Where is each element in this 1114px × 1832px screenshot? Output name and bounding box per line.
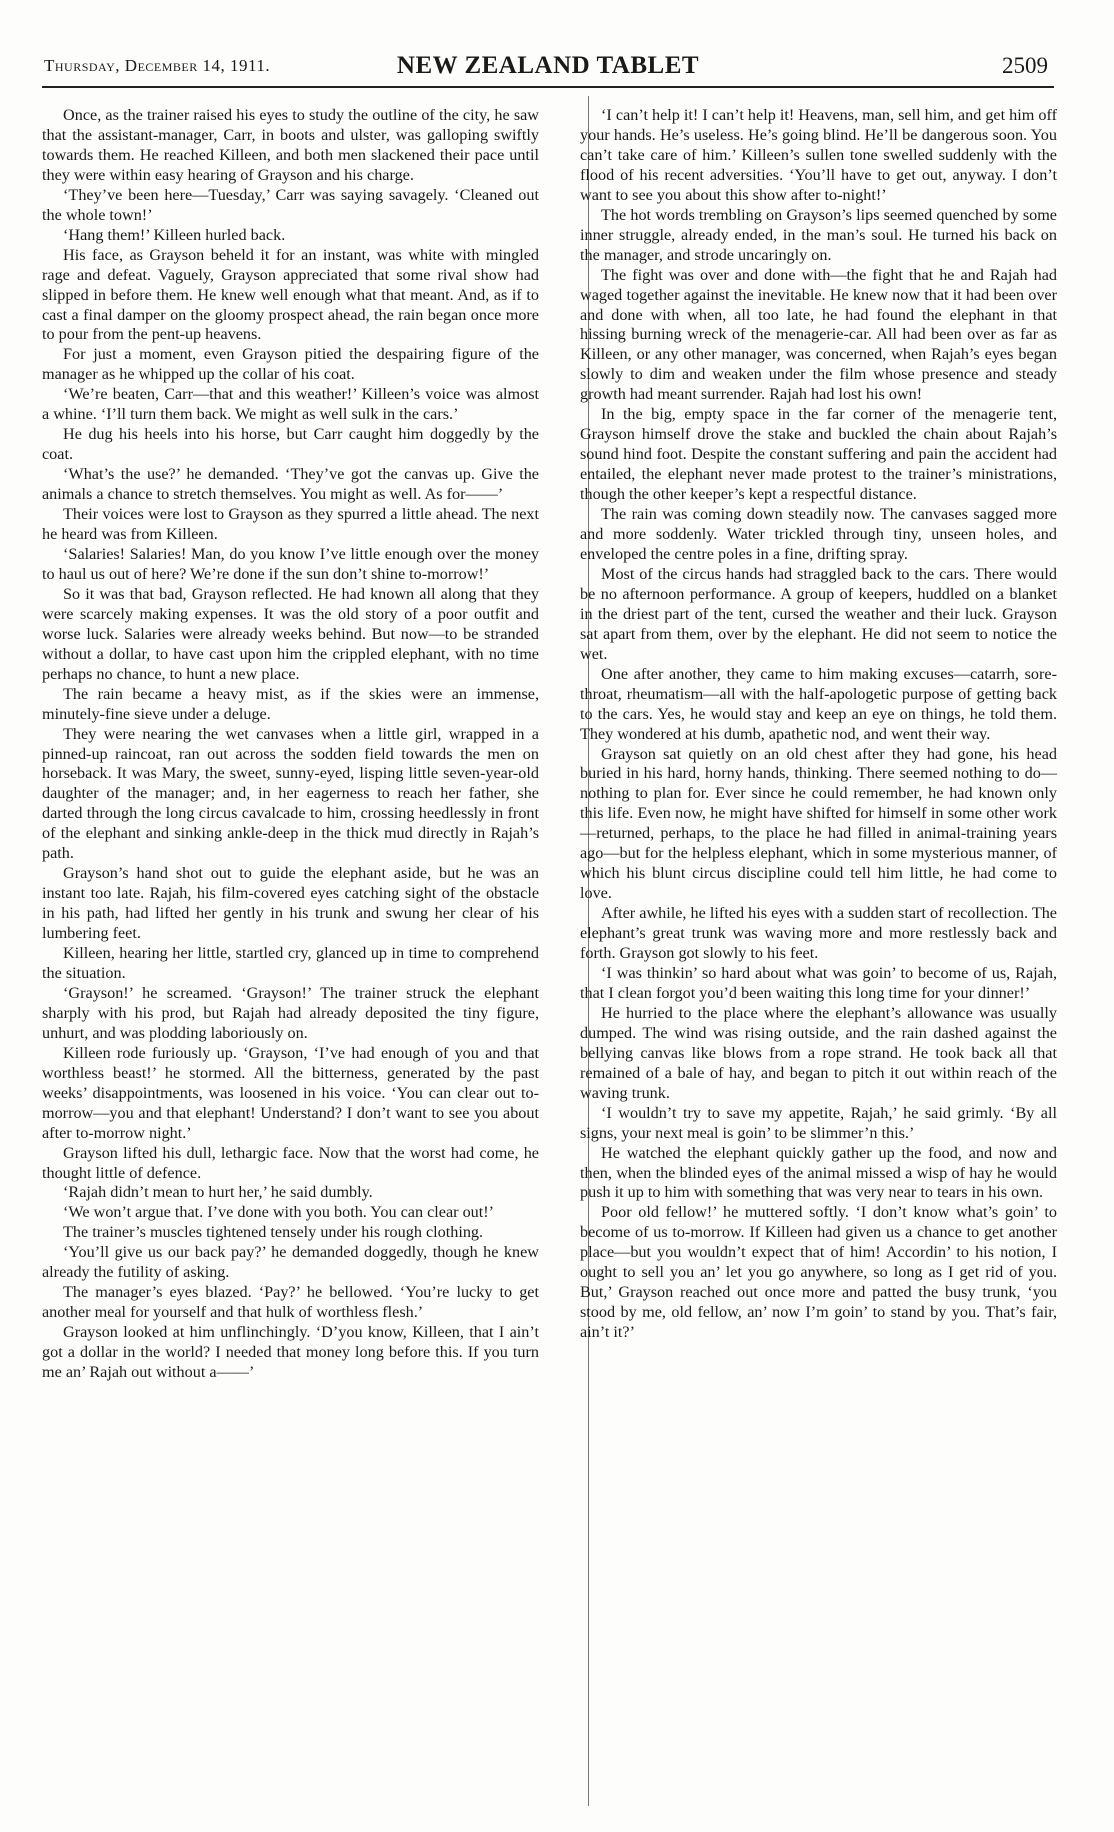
paragraph: Once, as the trainer raised his eyes to study the outline of the city, he saw that the assistant-manager, Carr, in boots and ulster, was galloping swiftly towards them. He reached Killeen, and both men slackened their pace until they were within easy hearing of Grayson and his charge. [42, 106, 539, 184]
paragraph: ‘Salaries! Salaries! Man, do you know I’ve little enough over the money to haul us out of here? We’re done if the sun don’t shine to-morrow!’ [42, 544, 539, 583]
paragraph: ‘Rajah didn’t mean to hurt her,’ he said dumbly. [63, 1183, 373, 1202]
paragraph: The trainer’s muscles tightened tensely under his rough clothing. [63, 1223, 484, 1242]
paragraph: The manager’s eyes blazed. ‘Pay?’ he bellowed. ‘You’re lucky to get another meal for yourself and that hulk of worthless flesh.’ [42, 1283, 539, 1322]
paragraph: Their voices were lost to Grayson as they spurred a little ahead. The next he heard was from Killeen. [42, 505, 539, 544]
paragraph: After awhile, he lifted his eyes with a sudden start of recollection. The elephant’s great trunk was waving more and more restlessly back and forth. Grayson got slowly to his feet. [580, 904, 1057, 963]
paragraph: Poor old fellow!’ he muttered softly. ‘I don’t know what’s goin’ to become of us to-morrow. If Killeen had given us a chance to get another place—but you wouldn’t expect that of him! Accordin’ to his notion, I ought to sell you an’ let you go anywhere, so long as I get rid of you. But,’ Grayson reached out once more and patted the busy trunk, ‘you stood by me, old fellow, an’ now I’m goin’ to stand by you. That’s fair, ain’t it?’ [580, 1203, 1057, 1342]
paragraph: His face, as Grayson beheld it for an instant, was white with mingled rage and defeat. Vaguely, Grayson appreciated that some rival show had slipped in before them. He knew well enough what that meant. And, as if to cast a final damper on the gloomy prospect ahead, the rain began once more to pour from the pent-up heavens. [42, 245, 539, 344]
paragraph: He dug his heels into his horse, but Carr caught him doggedly by the coat. [42, 425, 539, 464]
paragraph: Most of the circus hands had straggled back to the cars. There would be no afternoon performance. A group of keepers, huddled on a blanket in the driest part of the tent, cursed the weather and their luck. Grayson sat apart from them, over by the elephant. He did not seem to notice the wet. [580, 564, 1057, 663]
paragraph: The rain was coming down steadily now. The canvases sagged more and more soddenly. Water trickled through tiny, unseen holes, and enveloped the centre poles in a fine, drifting spray. [580, 505, 1057, 563]
paragraph: For just a moment, even Grayson pitied the despairing figure of the manager as he whipped up the collar of his coat. [42, 345, 539, 384]
paragraph: He hurried to the place where the elephant’s allowance was usually dumped. The wind was rising outside, and the rain dashed against the bellying canvas like blows from a rope strand. He took back all that remained of a bale of hay, and began to pitch it out within reach of the waving trunk. [580, 1003, 1057, 1102]
paragraph: Killeen rode furiously up. ‘Grayson, ‘I’ve had enough of you and that worthless beast!’ he stormed. All the bitterness, generated by the past weeks’ disappointments, was loosened in his voice. ‘You can clear out to-morrow—you and that elephant! Understand? I don’t want to see you about after to-morrow night.’ [42, 1043, 539, 1142]
page-header [42, 52, 1054, 88]
paragraph: The fight was over and done with—the fight that he and Rajah had waged together against the inevitable. He knew now that it had been over and done with when, all too late, he had found the elephant in that hissing burning wreck of the menagerie-car. All had been over as far as Killeen, or any other manager, was concerned, when Rajah’s eyes began slowly to dim and weaken under the film whose presence and steady growth had meant surrender. Rajah had lost his own! [580, 265, 1057, 404]
page-number: 2509 [1002, 53, 1048, 78]
paragraph: Grayson sat quietly on an old chest after they had gone, his head buried in his hard, horny hands, thinking. There seemed nothing to do—nothing to plan for. Ever since he could remember, he had known only this life. Even now, he might have shifted for himself in some other work—returned, perhaps, to the place he had filled in animal-training years ago—but for the helpless elephant, which in some mysterious manner, of which his blunt circus discipline could tell him little, he had come to love. [580, 744, 1057, 903]
masthead-title: NEW ZEALAND TABLET [396, 52, 700, 79]
paragraph: Grayson’s hand shot out to guide the elephant aside, but he was an instant too late. Rajah, his film-covered eyes catching sight of the obstacle in his path, had lifted her gently in his trunk and swung her clear of his lumbering feet. [42, 864, 539, 943]
paragraph: One after another, they came to him making excuses—catarrh, sore-throat, rheumatism—all with the half-apologetic purpose of getting back to the cars. Yes, he would stay and keep an eye on things, he told them. They wondered at his dumb, apathetic nod, and went their way. [580, 664, 1057, 743]
paragraph: Grayson looked at him unflinchingly. ‘D’you know, Killeen, that I ain’t got a dollar in the world? I needed that money long before this. If you turn me an’ Rajah out without a——’ [42, 1323, 539, 1382]
paragraph: ‘Hang them!’ Killeen hurled back. [63, 225, 286, 244]
paragraph: Grayson lifted his dull, lethargic face. Now that the worst had come, he thought little of defence. [42, 1143, 539, 1182]
paragraph: ‘They’ve been here—Tuesday,’ Carr was saying savagely. ‘Cleaned out the whole town!’ [42, 185, 539, 224]
header-date: Thursday, December 14, 1911. [44, 56, 271, 75]
paragraph: ‘What’s the use?’ he demanded. ‘They’ve got the canvas up. Give the animals a chance to stretch themselves. You might as well. As for——’ [42, 465, 539, 504]
paragraph: ‘Grayson!’ he screamed. ‘Grayson!’ The trainer struck the elephant sharply with his prod, but Rajah had already deposited the tiny figure, unhurt, and was plodding laboriously on. [42, 983, 539, 1042]
left-column [42, 106, 539, 1383]
paragraph: ‘We’re beaten, Carr—that and this weather!’ Killeen’s voice was almost a whine. ‘I’ll turn them back. We might as well sulk in the cars.’ [42, 385, 539, 424]
paragraph: ‘I wouldn’t try to save my appetite, Rajah,’ he said grimly. ‘By all signs, your next meal is goin’ to be slimmer’n this.’ [580, 1103, 1057, 1142]
paragraph: ‘We won’t argue that. I’ve done with you both. You can clear out!’ [63, 1203, 495, 1222]
paragraph: The hot words trembling on Grayson’s lips seemed quenched by some inner struggle, already ended, in the man’s soul. He turned his back on the manager, and strode uncaringly on. [580, 205, 1057, 264]
paragraph: ‘I was thinkin’ so hard about what was goin’ to become of us, Rajah, that I clean forgot you’d been waiting this long time for your dinner!’ [580, 963, 1057, 1002]
right-column [580, 106, 1057, 1343]
paragraph: ‘I can’t help it! I can’t help it! Heavens, man, sell him, and get him off your hands. He’s useless. He’s going blind. He’ll be dangerous soon. You can’t take care of him.’ Killeen’s sullen tone swelled suddenly with the flood of his recent adversities. ‘You’ll have to get out, anyway. I don’t want to see you about this show after to-night!’ [580, 106, 1057, 204]
paragraph: Killeen, hearing her little, startled cry, glanced up in time to comprehend the situation. [42, 944, 539, 982]
paragraph: The rain became a heavy mist, as if the skies were an immense, minutely-fine sieve under a deluge. [42, 684, 539, 723]
paragraph: They were nearing the wet canvases when a little girl, wrapped in a pinned-up raincoat, ran out across the sodden field towards the men on horseback. It was Mary, the sweet, sunny-eyed, lisping little seven-year-old daughter of the manager; and, in her eagerness to reach her father, she darted through the long circus cavalcade to him, crossing heedlessly in front of the elephant and sinking ankle-deep in the thick mud directly in Rajah’s path. [42, 724, 539, 863]
paragraph: In the big, empty space in the far corner of the menagerie tent, Grayson himself drove the stake and buckled the chain about Rajah’s sound hind foot. Despite the constant suffering and pain the accident had entailed, the elephant never made protest to the trainer’s ministrations, though the other keeper’s kept a respectful distance. [580, 405, 1057, 504]
paragraph: So it was that bad, Grayson reflected. He had known all along that they were scarcely making expenses. It was the old story of a poor outfit and worse luck. Salaries were already weeks behind. But now—to be stranded without a dollar, to have cast upon him the crippled elephant, with no time perhaps no chance, to hunt a new place. [42, 584, 539, 683]
paragraph: ‘You’ll give us our back pay?’ he demanded doggedly, though he knew already the futility of asking. [42, 1243, 539, 1282]
paragraph: He watched the elephant quickly gather up the food, and now and then, when the blinded eyes of the animal missed a wisp of hay he would push it up to him with something that was very near to tears in his own. [580, 1143, 1057, 1202]
